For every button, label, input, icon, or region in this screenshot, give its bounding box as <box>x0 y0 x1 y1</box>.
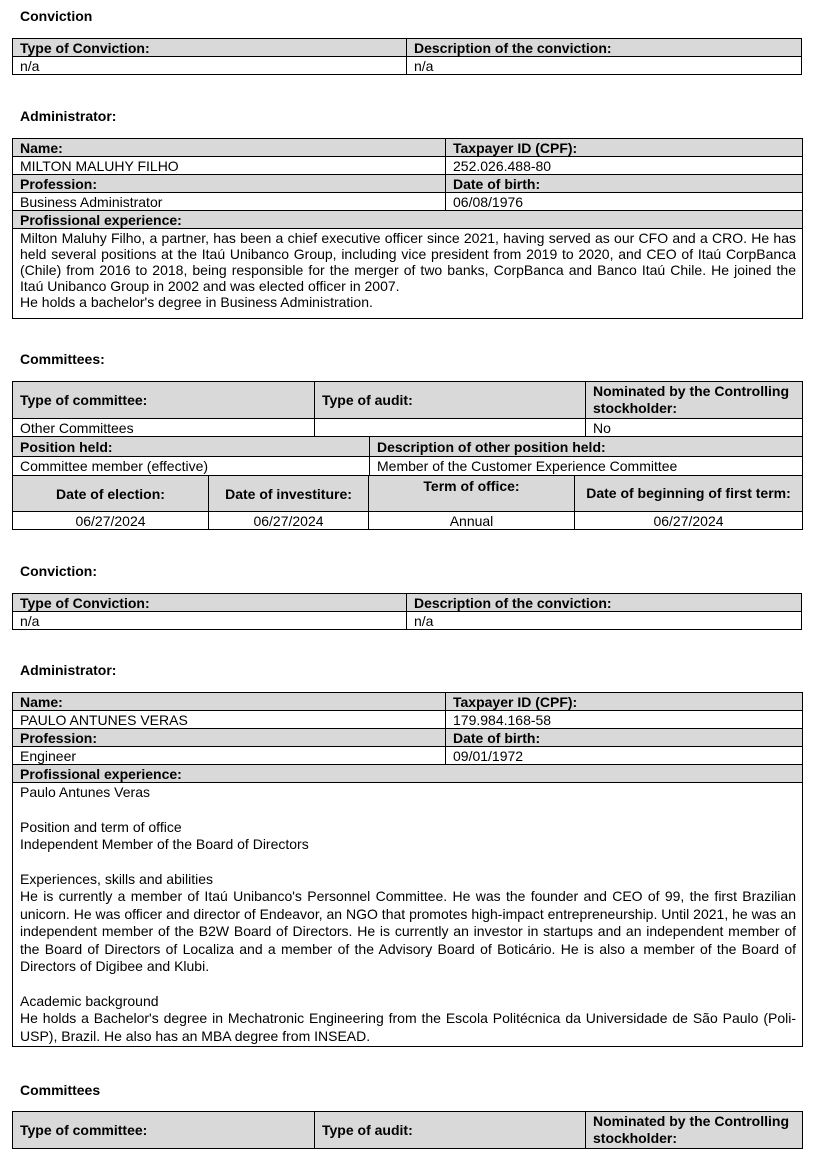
experience-skills-text: He is currently a member of Itaú Unibanco's Personnel Committee. He was the founder and CEO of 99, the first Brazilian unicorn. He was officer and director of Endeavor, an NGO that promotes high-impact entrepreneurship. Until 2021, he was an independent member of the B2W Board of Directors. He is currently an investor in startups and an independent member of the Board of Directors of Localiza and a member of the Advisory Board of Boticário. He is also a member of the Board of Directors of Digibee and Klubi. <box>20 888 796 974</box>
term-label: Term of office: <box>369 476 575 512</box>
cpf-value: 179.984.168-58 <box>446 711 803 729</box>
cpf-label: Taxpayer ID (CPF): <box>446 139 803 157</box>
audit-type-value <box>315 419 586 437</box>
investiture-date-value: 06/27/2024 <box>209 512 369 530</box>
experience-skills-title: Experiences, skills and abilities <box>20 870 213 887</box>
profession-label: Profession: <box>13 175 446 193</box>
committee-type-value: Other Committees <box>13 419 315 437</box>
term-value: Annual <box>369 512 575 530</box>
name-value: PAULO ANTUNES VERAS <box>13 711 446 729</box>
investiture-date-label: Date of investiture: <box>209 476 369 512</box>
profession-value: Business Administrator <box>13 193 446 211</box>
first-term-value: 06/27/2024 <box>575 512 803 530</box>
experience-name: Paulo Antunes Veras <box>20 784 150 800</box>
experience-position-value: Independent Member of the Board of Directors <box>20 836 309 852</box>
dob-value: 09/01/1972 <box>446 747 803 765</box>
committee-type-label: Type of committee: <box>13 1112 315 1149</box>
experience-text <box>13 229 803 319</box>
conviction-desc-label: Description of the conviction: <box>407 39 802 57</box>
other-position-label: Description of other position held: <box>370 437 803 457</box>
administrator-heading: Administrator: <box>20 108 117 124</box>
dob-label: Date of birth: <box>446 175 803 193</box>
dob-label: Date of birth: <box>446 729 803 747</box>
committees-heading: Committees <box>20 1082 101 1098</box>
conviction-heading: Conviction <box>20 8 93 24</box>
administrator-table <box>12 138 803 319</box>
committees-table-position <box>12 436 803 476</box>
conviction-table <box>12 38 802 75</box>
profession-label: Profession: <box>13 729 446 747</box>
experience-label: Profissional experience: <box>13 765 803 783</box>
election-date-label: Date of election: <box>13 476 209 512</box>
committees-table-dates <box>12 475 803 530</box>
first-term-label: Date of beginning of first term: <box>575 476 803 512</box>
conviction-heading: Conviction: <box>20 563 97 579</box>
conviction-desc-value: n/a <box>407 57 802 75</box>
dob-value: 06/08/1976 <box>446 193 803 211</box>
experience-academic-title: Academic background <box>20 992 159 1009</box>
experience-academic-text: He holds a Bachelor's degree in Mechatronic Engineering from the Escola Politécnica da Universidade de São Paulo (Poli-USP), Brazil. He also has an MBA degree from INSEAD. <box>20 1010 796 1044</box>
committee-type-label: Type of committee: <box>13 382 315 419</box>
position-value: Committee member (effective) <box>13 457 370 476</box>
profession-value: Engineer <box>13 747 446 765</box>
name-label: Name: <box>13 139 446 157</box>
committees-heading: Committees: <box>20 351 105 367</box>
experience-position-title: Position and term of office <box>20 818 182 835</box>
conviction-type-value: n/a <box>13 57 407 75</box>
administrator-heading: Administrator: <box>20 662 117 678</box>
experience-label: Profissional experience: <box>13 211 803 229</box>
conviction-type-value: n/a <box>13 612 407 630</box>
administrator-table <box>12 692 803 1047</box>
committees-table-top <box>12 1111 803 1149</box>
conviction-type-label: Type of Conviction: <box>13 39 407 57</box>
nominated-label: Nominated by the Controlling stockholder: <box>586 1112 803 1149</box>
experience-paragraph: He holds a bachelor's degree in Business Administration. <box>20 294 373 310</box>
name-label: Name: <box>13 693 446 711</box>
position-label: Position held: <box>13 437 370 457</box>
cpf-value: 252.026.488-80 <box>446 157 803 175</box>
conviction-desc-label: Description of the conviction: <box>407 594 802 612</box>
nominated-value: No <box>586 419 803 437</box>
election-date-value: 06/27/2024 <box>13 512 209 530</box>
conviction-desc-value: n/a <box>407 612 802 630</box>
experience-text <box>13 783 803 1047</box>
conviction-type-label: Type of Conviction: <box>13 594 407 612</box>
other-position-value: Member of the Customer Experience Committee <box>370 457 803 476</box>
conviction-table <box>12 593 802 630</box>
audit-type-label: Type of audit: <box>315 382 586 419</box>
nominated-label: Nominated by the Controlling stockholder: <box>586 382 803 419</box>
cpf-label: Taxpayer ID (CPF): <box>446 693 803 711</box>
committees-table-top <box>12 381 803 437</box>
experience-paragraph: Milton Maluhy Filho, a partner, has been a chief executive officer since 2021, having served as our CFO and a CRO. He has held several positions at the Itaú Unibanco Group, including vice president from 2019 to 2020, and CEO of Itaú CorpBanca (Chile) from 2016 to 2018, being responsible for the merger of two banks, CorpBanca and Banco Itaú Chile. He joined the Itaú Unibanco Group in 2002 and was elected officer in 2007. <box>20 230 796 294</box>
audit-type-label: Type of audit: <box>315 1112 586 1149</box>
name-value: MILTON MALUHY FILHO <box>13 157 446 175</box>
